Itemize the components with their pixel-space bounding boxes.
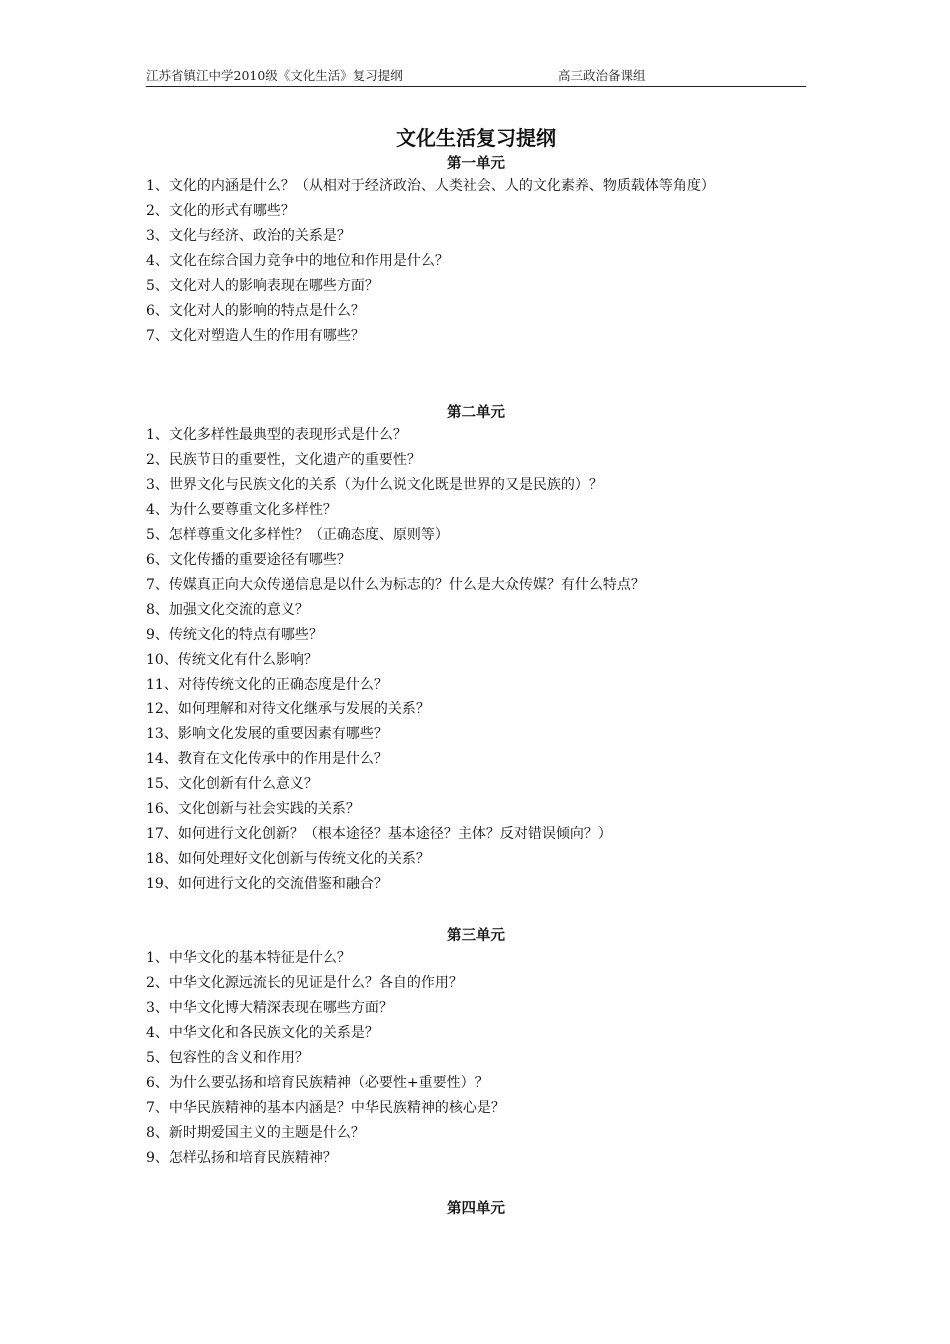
question-item: 17、如何进行文化创新？（根本途径？基本途径？主体？反对错误倾向？）: [146, 826, 612, 843]
question-item: 5、文化对人的影响表现在哪些方面？: [146, 277, 379, 294]
question-item: 1、文化多样性最典型的表现形式是什么？: [146, 427, 407, 443]
question-item: 3、世界文化与民族文化的关系（为什么说文化既是世界的又是民族的）？: [146, 476, 603, 493]
question-item: 14、教育在文化传承中的作用是什么？: [146, 751, 388, 768]
question-item: 19、如何进行文化的交流借鉴和融合？: [146, 876, 388, 893]
question-item: 8、加强文化交流的意义？: [146, 601, 309, 618]
question-item: 8、新时期爱国主义的主题是什么？: [146, 1124, 365, 1141]
question-item: 6、为什么要弘扬和培育民族精神（必要性+重要性）？: [146, 1074, 489, 1091]
question-item: 1、中华文化的基本特征是什么？: [146, 950, 351, 966]
question-item: 2、文化的形式有哪些？: [146, 202, 295, 219]
header-right-text: 高三政治备课组: [558, 68, 646, 83]
question-item: 18、如何处理好文化创新与传统文化的关系？: [146, 851, 430, 868]
question-item: 6、文化传播的重要途径有哪些？: [146, 551, 351, 568]
question-item: 11、对待传统文化的正确态度是什么？: [146, 676, 388, 693]
question-item: 5、怎样尊重文化多样性？（正确态度、原则等）: [146, 526, 449, 543]
question-item: 9、传统文化的特点有哪些？: [146, 626, 323, 643]
question-item: 7、中华民族精神的基本内涵是？中华民族精神的核心是？: [146, 1099, 505, 1116]
question-item: 4、中华文化和各民族文化的关系是？: [146, 1024, 379, 1041]
question-item: 5、包容性的含义和作用？: [146, 1049, 309, 1066]
question-item: 4、为什么要尊重文化多样性？: [146, 501, 337, 518]
question-item: 2、民族节日的重要性，文化遗产的重要性？: [146, 451, 421, 468]
question-item: 12、如何理解和对待文化继承与发展的关系？: [146, 701, 430, 718]
page-header: [146, 64, 806, 87]
header-left-text: 江苏省镇江中学2010级《文化生活》复习提纲: [146, 68, 403, 83]
question-item: 7、传媒真正向大众传递信息是以什么为标志的？什么是大众传媒？有什么特点？: [146, 576, 645, 593]
question-item: 6、文化对人的影响的特点是什么？: [146, 302, 365, 319]
question-item: 16、文化创新与社会实践的关系？: [146, 801, 360, 818]
unit-heading: 第三单元: [447, 927, 505, 944]
question-item: 3、中华文化博大精深表现在哪些方面？: [146, 999, 393, 1016]
question-item: 1、文化的内涵是什么？（从相对于经济政治、人类社会、人的文化素养、物质载体等角度）: [146, 178, 715, 194]
question-item: 15、文化创新有什么意义？: [146, 776, 318, 793]
question-item: 7、文化对塑造人生的作用有哪些？: [146, 327, 365, 344]
question-item: 9、怎样弘扬和培育民族精神？: [146, 1149, 337, 1166]
question-item: 2、中华文化源远流长的见证是什么？各自的作用？: [146, 974, 463, 991]
question-item: 13、影响文化发展的重要因素有哪些？: [146, 726, 388, 743]
unit-heading: 第四单元: [447, 1200, 505, 1217]
document-title: 文化生活复习提纲: [396, 126, 556, 150]
unit-heading: 第二单元: [447, 404, 505, 421]
question-item: 10、传统文化有什么影响？: [146, 651, 318, 668]
unit-heading: 第一单元: [447, 155, 505, 172]
question-item: 3、文化与经济、政治的关系是？: [146, 227, 351, 244]
question-item: 4、文化在综合国力竞争中的地位和作用是什么？: [146, 252, 449, 269]
